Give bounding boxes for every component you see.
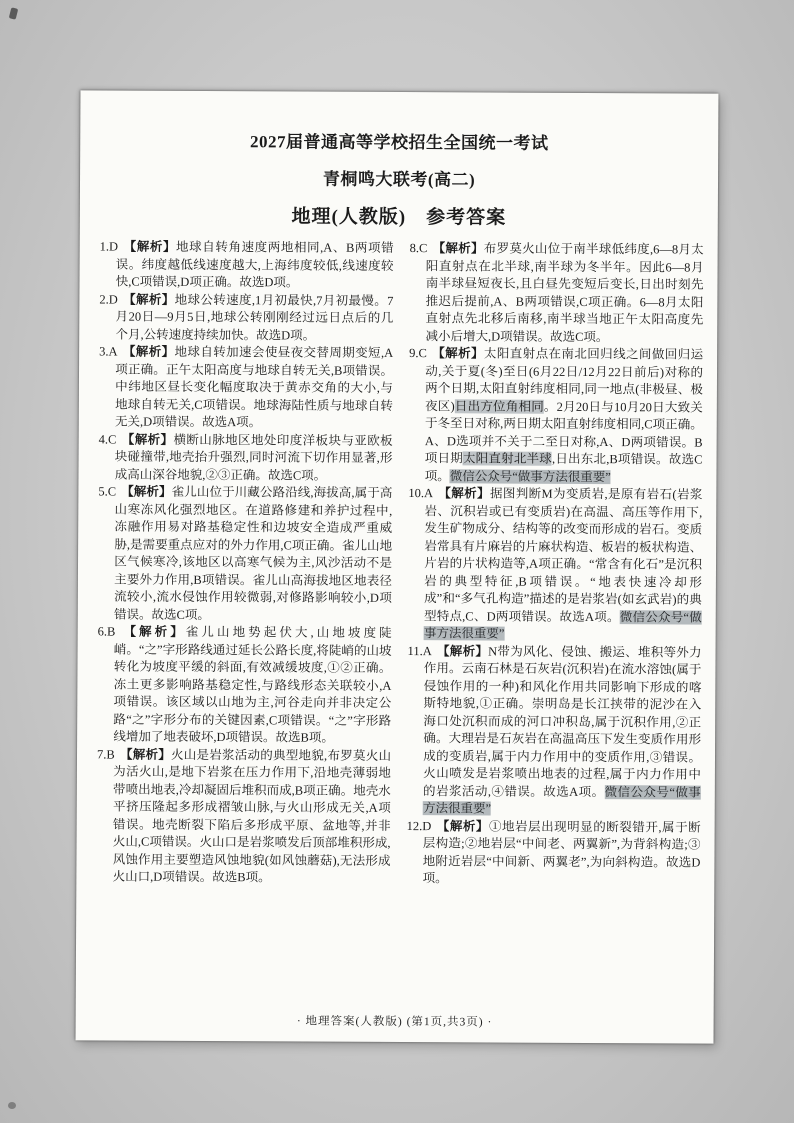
analysis-text: 横断山脉地区地处印度洋板块与亚欧板块碰撞带,地壳抬升强烈,同时河流下切作用显著,形成高山深谷地貌,②③正确。故选C项。 <box>114 432 393 483</box>
analysis-text: 雀儿山地势起伏大,山地坡度陡峭。“之”字形路线通过延长公路长度,将陡峭的山坡转化为坡度平缓的斜面,有效减缓坡度,①②正确。冻土更多影响路基稳定性,与路线形态关联较小,A项错误。该区域以山地为主,河谷走向并非决定公路“之”字形分布的关键因素,C项错误。“之”字形路线增加了地表破坏,D项错误。故选B项。 <box>113 624 392 745</box>
question-number: 10. <box>408 486 425 501</box>
analysis-text: N带为风化、侵蚀、搬运、堆积等外力作用。云南石林是石灰岩(沉积岩)在流水溶蚀(属于侵蚀作用的一种)和风化作用共同影响下形成的喀斯特地貌,①正确。崇明岛是长江挟带的泥沙在入海口处沉积而成的河口冲积岛,属于沉积作用,②正确。大理岩是石灰岩在高温高压下发生变质作用形成的变质岩,属于内力作用中的变质作用,③错误。火山喷发是岩浆喷出地表的过程,属于内力作用中的岩浆活动,④错误。故选A项。 <box>423 643 702 799</box>
analysis-label: 【解析】 <box>438 486 491 501</box>
wechat-watermark: 微信公众号“做事方法很重要” <box>422 784 701 816</box>
answer-letter: D <box>109 239 119 254</box>
exam-title: 2027届普通高等学校招生全国统一考试 <box>249 132 549 153</box>
analysis-label: 【解析】 <box>432 241 484 256</box>
question-number: 3. <box>99 344 109 359</box>
analysis-text: 。2月20日与10月20日大致关于冬至日对称,两日期太阳直射纬度相同,C项正确。A、D选项并不关于二至日对称,A、D两项错误。B项日期 <box>424 399 703 466</box>
answer-item-4 <box>98 431 392 485</box>
answers-column-left <box>96 238 393 887</box>
analysis-label: 【解析】 <box>436 818 490 833</box>
analysis-label: 【解析】 <box>436 643 489 658</box>
analysis-text: ①地岩层出现明显的断裂错开,属于断层构造;②地岩层“中间老、两翼新”,为背斜构造;③地附近岩层“中间新、两翼老”,为向斜构造。故选D项。 <box>422 818 701 886</box>
answer-item-12 <box>406 818 700 890</box>
answer-letter: A <box>108 344 118 359</box>
analysis-label: 【解析】 <box>431 346 484 361</box>
analysis-text: 地球自转角速度两地相同,A、B两项错误。纬度越低线速度越大,上海纬度较低,线速度较快,C项错误,D项正确。故选D项。 <box>115 239 394 290</box>
answer-item-11 <box>407 643 702 820</box>
analysis-text: 据图判断M为变质岩,是原有岩石(岩浆岩、沉积岩或已有变质岩)在高温、高压等作用下,发生矿物成分、结构等的改变而形成的岩石。变质岩常具有片麻岩的片麻状构造、板岩的板状构造、片岩的片状构造等,A项正确。“常含有化石”是沉积岩的典型特征,B项错误。“地表快速冷却形成”和“多气孔构造”描述的是岩浆岩(如玄武岩)的典型特点,C、D两项错误。故选A项。 <box>423 486 703 624</box>
exam-header <box>80 90 719 230</box>
answer-letter: C <box>108 431 117 447</box>
highlighted-text: 太阳直射北半球 <box>462 451 553 466</box>
answer-item-9 <box>408 345 703 487</box>
highlighted-text: 日出方位角相同 <box>454 398 544 414</box>
answer-item-8 <box>409 240 704 347</box>
answer-sheet-title: 地理(人教版) 参考答案 <box>291 206 507 229</box>
exam-subtitle: 青桐鸣大联考(高二) <box>322 169 476 190</box>
analysis-label: 【解析】 <box>122 344 175 359</box>
answer-item-5 <box>98 483 393 625</box>
question-number: 5. <box>98 484 108 499</box>
answer-letter: C <box>418 346 427 361</box>
scan-artifact-mark <box>8 1102 16 1109</box>
analysis-label: 【解析】 <box>119 747 172 762</box>
answer-item-10 <box>408 485 703 644</box>
answer-letter: B <box>106 624 116 639</box>
wechat-watermark: 微信公众号“做事方法很重要” <box>449 468 611 484</box>
question-number: 4. <box>98 431 109 446</box>
analysis-text: 雀儿山位于川藏公路沿线,海拔高,属于高山寒冻风化强烈地区。在道路修建和养护过程中,冻融作用易对路基稳定性和边坡安全造成严重威胁,是需要重点应对的外力作用,C项正确。雀儿山地区气候寒冷,该地区以高寒气候为主,风沙活动不是主要外力作用,B项错误。雀儿山高海拔地区地表径流较小,流水侵蚀作用较微弱,对修路影响较小,D项错误。故选C项。 <box>113 484 393 622</box>
analysis-text: 布罗莫火山位于南半球低纬度,6—8月太阳直射点在北半球,南半球为冬半年。因此6—8月南半球昼短夜长,且白昼先变短后变长,日出时刻先推迟后提前,A、B两项错误,C项正确。6—8月太阳直射点先北移后南移,南半球当地正午太阳高度先减小后增大,D项错误。故选C项。 <box>425 241 704 344</box>
answers-column-right <box>406 240 703 889</box>
answer-item-6 <box>97 623 392 747</box>
question-number: 7. <box>96 746 107 761</box>
question-number: 11. <box>407 643 423 658</box>
analysis-text: 火山是岩浆活动的典型地貌,布罗莫火山为活火山,是地下岩浆在压力作用下,沿地壳薄弱地带喷出地表,冷却凝固后堆积而成,B项正确。地壳水平挤压隆起多形成褶皱山脉,与火山形成无关,A项错误。地壳断裂下陷后多形成平原、盆地等,并非火山,C项错误。火山口是岩浆喷发后顶部堆积形成,风蚀作用主要塑造风蚀地貌(如风蚀蘑菇),无法形成火山口,D项错误。故选B项。 <box>112 747 392 885</box>
analysis-label: 【解析】 <box>123 239 177 254</box>
wechat-watermark: 微信公众号“做事方法很重要” <box>423 609 702 641</box>
answer-letter: C <box>107 484 117 499</box>
answer-letter: C <box>419 241 428 256</box>
answer-item-7 <box>96 746 391 888</box>
answer-letter: D <box>422 818 432 833</box>
analysis-text: ,日出东北,B项错误。故选C项。 <box>424 451 703 483</box>
answer-letter: A <box>422 643 432 658</box>
question-number: 6. <box>97 624 108 639</box>
scan-artifact-mark <box>9 7 18 19</box>
analysis-text: 地球公转速度,1月初最快,7月初最慢。7月20日—9月5日,地球公转刚刚经过远日点后的几个月,公转速度持续加快。故选D项。 <box>115 292 394 343</box>
page-footer: · 地理答案(人教版) (第1页,共3页) · <box>296 1015 493 1029</box>
answer-letter: D <box>108 291 118 307</box>
question-number: 9. <box>409 346 419 361</box>
question-number: 8. <box>409 241 420 256</box>
analysis-label: 【解析】 <box>121 484 172 499</box>
analysis-label: 【解析】 <box>122 292 175 307</box>
answer-item-1 <box>99 238 393 292</box>
analysis-text: 太阳直射点在南北回归线之间做回归运动,关于夏(冬)至日(6月22日/12月22日前后)对称的两个日期,太阳直射纬度相同,同一地点(非极昼、极夜区) <box>425 346 704 413</box>
question-number: 1. <box>99 239 110 254</box>
analysis-label: 【解析】 <box>121 432 174 447</box>
analysis-text: 地球自转加速会使昼夜交替周期变短,A项正确。正午太阳高度与地球自转无关,B项错误。中纬地区昼长变化幅度取决于黄赤交角的大小,与地球自转无关,C项错误。地球海陆性质与地球自转无关,D项错误。故选A项。 <box>114 344 394 430</box>
answer-letter: B <box>106 746 115 762</box>
question-number: 2. <box>99 291 109 306</box>
answer-item-3 <box>99 343 393 432</box>
question-number: 12. <box>406 818 423 833</box>
analysis-label: 【解析】 <box>120 624 186 639</box>
answer-item-2 <box>99 291 393 345</box>
scanned-answer-sheet <box>76 90 719 1043</box>
answer-letter: A <box>423 486 434 501</box>
